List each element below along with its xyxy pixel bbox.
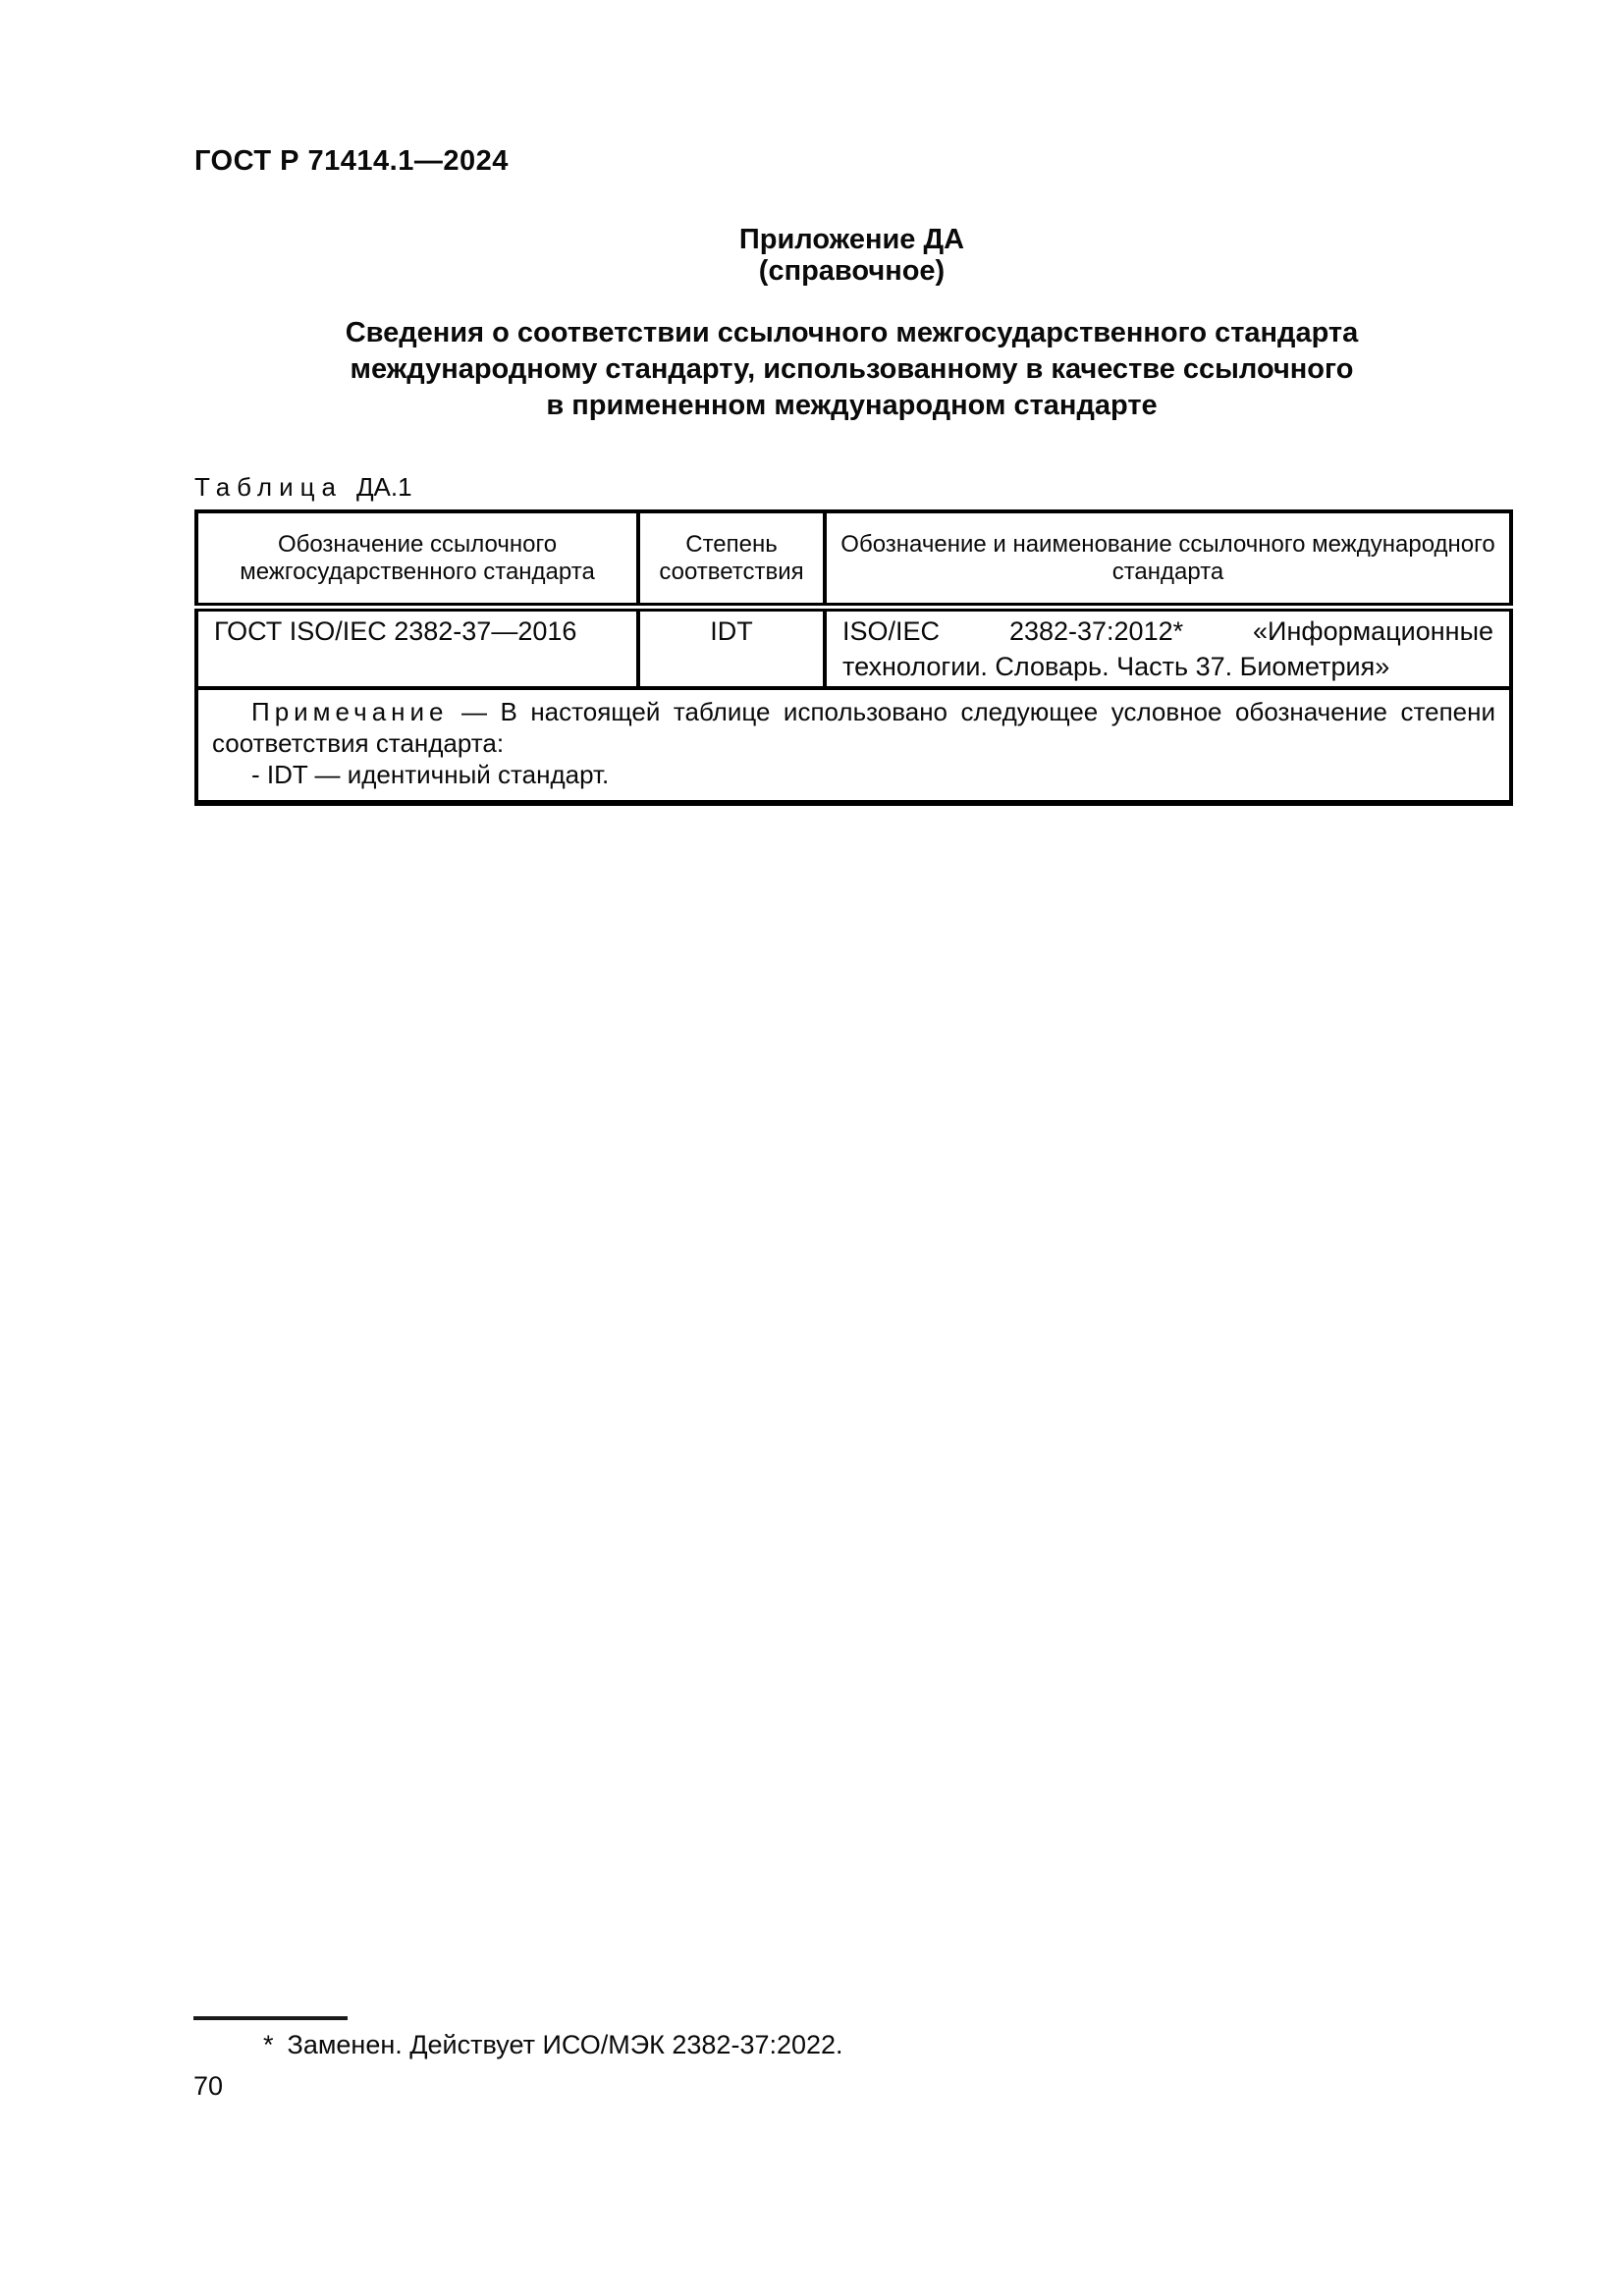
footnote <box>194 2030 1509 2060</box>
table-caption-word: Таблица <box>194 472 343 502</box>
standard-designation: ГОСТ Р 71414.1—2024 <box>194 145 509 177</box>
appendix-heading <box>194 224 1509 287</box>
table-note-text: — В настоящей таблице использовано следующее условное обозначение степени соответствия стандарта: <box>212 697 1495 758</box>
header-cell-gost-standard: Обозначение ссылочного межгосударственного стандарта <box>196 511 638 608</box>
header-cell-degree: Степень соответствия <box>638 511 825 608</box>
appendix-title <box>194 315 1509 424</box>
cell-international-standard: ISO/IEC 2382-37:2012* «Информационные технологии. Словарь. Часть 37. Биометрия» <box>825 608 1511 689</box>
appendix-label: Приложение ДА <box>738 224 965 255</box>
page-number: 70 <box>193 2071 224 2101</box>
footnote-separator <box>193 2016 348 2020</box>
table-note-item: - IDT — идентичный стандарт. <box>251 760 610 789</box>
correspondence-table <box>194 509 1513 806</box>
cell-degree: IDT <box>638 608 825 689</box>
appendix-type: (справочное) <box>758 255 946 287</box>
table-note-cell <box>196 688 1511 803</box>
table-header-row <box>196 511 1511 608</box>
table-note-paragraph <box>212 696 1495 759</box>
appendix-title-line-1: Сведения о соответствии ссылочного межгосударственного стандарта <box>345 317 1359 348</box>
header-cell-international-standard: Обозначение и наименование ссылочного международного стандарта <box>825 511 1511 608</box>
table-note-label: Примечание <box>251 697 449 726</box>
cell-gost-standard: ГОСТ ISO/IEC 2382-37—2016 <box>196 608 638 689</box>
table-caption-number: ДА.1 <box>355 472 412 502</box>
table-row <box>196 608 1511 689</box>
appendix-title-line-2: международному стандарту, использованному в качестве ссылочного <box>350 353 1354 385</box>
table-caption <box>194 472 412 503</box>
appendix-title-line-3: в примененном международном стандарте <box>546 390 1158 421</box>
table-note-row <box>196 688 1511 803</box>
footnote-marker: * <box>263 2030 274 2059</box>
footnote-text: Заменен. Действует ИСО/МЭК 2382-37:2022. <box>287 2030 843 2059</box>
